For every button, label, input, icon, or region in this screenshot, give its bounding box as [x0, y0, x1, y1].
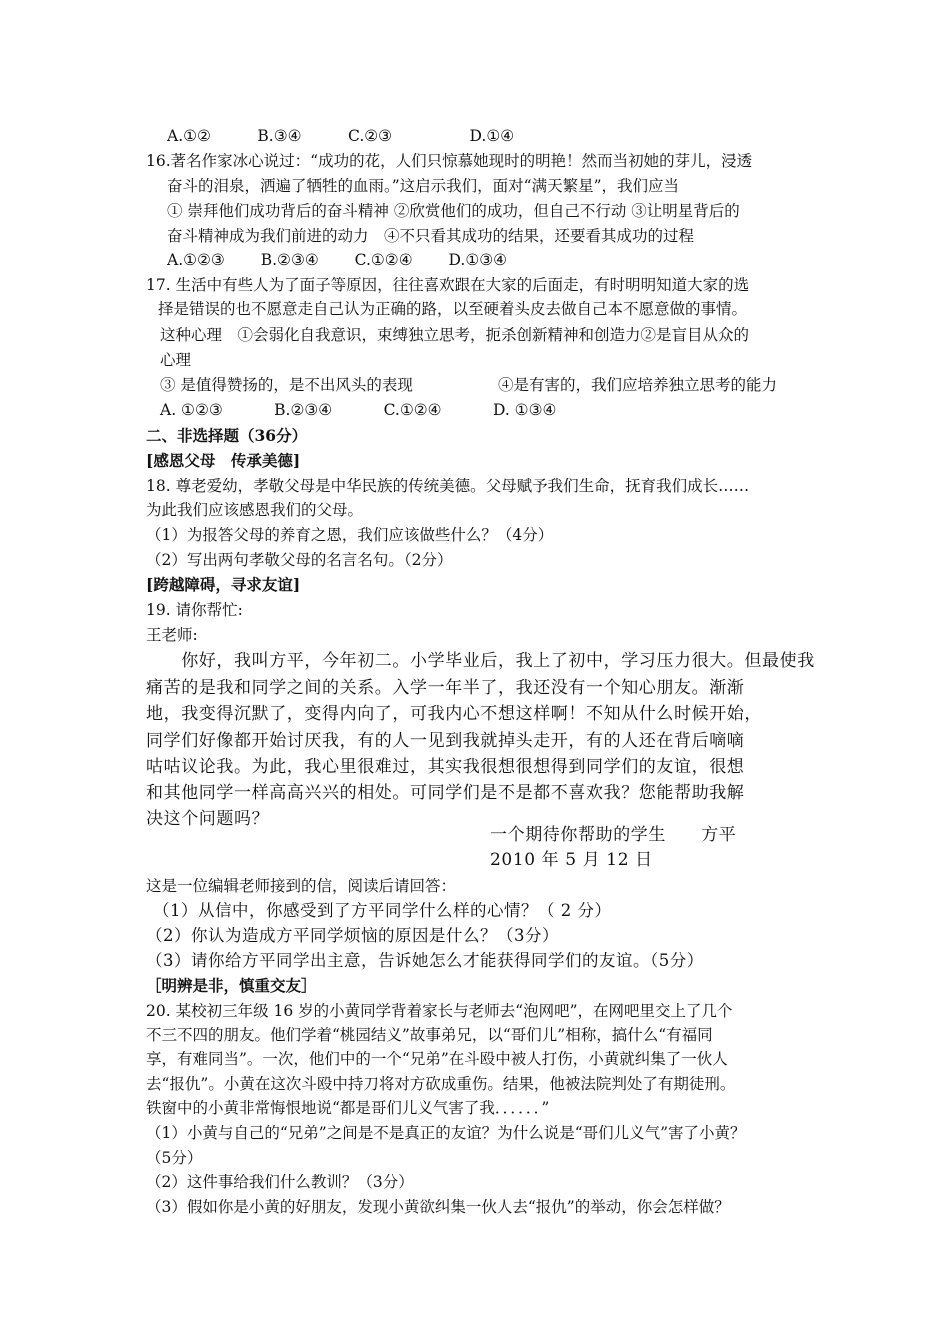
q16-options: A.①②③ B.②③④ C.①②④ D.①③④ [167, 251, 508, 269]
q17-stem-line-2: 择是错误的也不愿意走自己认为正确的路，以至硬着头皮去做自己本不愿意做的事情。 [158, 300, 748, 318]
theme-heading-gratitude: [感恩父母 传承美德] [146, 451, 301, 470]
letter-line: 和其他同学一样高高兴兴的相处。可同学们是不是都不喜欢我？您能帮助我解 [146, 783, 745, 803]
letter-line: 你好，我叫方平，今年初二。小学毕业后，我上了初中，学习压力很大。但最使我 [146, 651, 815, 671]
q20-stem-line-5: 铁窗中的小黄非常悔恨地说“都是哥们儿义气害了我．．．．．．” [146, 1099, 550, 1117]
q18-stem-line-2: 为此我们应该感恩我们的父母。 [146, 501, 364, 519]
q19-sub-question-2: （2）你认为造成方平同学烦恼的原因是什么？（3分） [146, 926, 559, 945]
q16-statement-line-2: 奋斗精神成为我们前进的动力 ④不只看其成功的结果，还要看其成功的过程 [167, 227, 695, 245]
letter-line: 地，我变得沉默了，变得内向了，可我内心不想这样啊！不知从什么时候开始， [146, 704, 762, 724]
letter-date: 2010 年 5 月 12 日 [490, 850, 653, 870]
q19-sub-question-1: （1）从信中，你感受到了方平同学什么样的心情？（ 2 分） [153, 901, 612, 920]
letter-line: 咕咕议论我。为此，我心里很难过，其实我很想很想得到同学们的友谊，很想 [146, 757, 745, 777]
q16-statement-line-1: ① 崇拜他们成功背后的奋斗精神 ②欣赏他们的成功，但自己不行动 ③让明星背后的 [167, 202, 740, 220]
q17-statement-line-2: 心理 [160, 351, 192, 369]
q20-stem-line-4: 去“报仇”。小黄在这次斗殴中持刀将对方砍成重伤。结果，他被法院判处了有期徒刑。 [146, 1075, 736, 1093]
q17-stem-line-1: 17. 生活中有些人为了面子等原因，往往喜欢跟在大家的后面走，有时明明知道大家的选 [146, 276, 750, 294]
q18-stem-line-1: 18. 尊老爱幼，孝敬父母是中华民族的传统美德。父母赋予我们生命，抚育我们成长…… [146, 477, 750, 495]
q20-sub-question-2: （2）这件事给我们什么教训？（3分） [146, 1173, 414, 1191]
q18-sub-question-2: （2）写出两句孝敬父母的名言名句。（2分） [146, 551, 453, 569]
q20-stem-line-3: 享，有难同当”。一次，他们中的一个“兄弟”在斗殴中被人打伤，小黄就纠集了一伙人 [146, 1050, 728, 1068]
letter-salutation: 王老师: [146, 626, 198, 644]
q19-prompt: 这是一位编辑老师接到的信，阅读后请回答： [146, 877, 457, 895]
letter-line: 同学们好像都开始讨厌我，有的人一见到我就掉头走开，有的人还在背后嘀嘀 [146, 731, 745, 751]
q19-sub-question-3: （3）请你给方平同学出主意，告诉她怎么才能获得同学们的友谊。（5分） [146, 951, 704, 970]
section-title-non-choice: 二、非选择题（36分） [146, 426, 308, 445]
q20-sub-question-1: （1）小黄与自己的“兄弟”之间是不是真正的友谊？为什么说是“哥们儿义气”害了小黄？ [146, 1124, 746, 1142]
letter-line: 痛苦的是我和同学之间的关系。入学一年半了，我还没有一个知心朋友。渐渐 [146, 678, 745, 698]
q20-sub-question-1-score: （5分） [146, 1149, 203, 1167]
q20-sub-question-3: （3）假如你是小黄的好朋友，发现小黄欲纠集一伙人去“报仇”的举动，你会怎样做？ [146, 1198, 730, 1216]
q20-stem-line-2: 不三不四的朋友。他们学着“桃园结义”故事弟兄，以“哥们儿”相称，搞什么“有福同 [146, 1026, 713, 1044]
theme-heading-friendship: [跨越障碍，寻求友谊] [146, 575, 301, 594]
q15-options: A.①② B.③④ C.②③ D.①④ [167, 127, 515, 145]
q18-sub-question-1: （1）为报答父母的养育之恩，我们应该做些什么？（4分） [146, 526, 554, 544]
q16-stem-line-1: 16.著名作家冰心说过：“成功的花，人们只惊慕她现时的明艳！然而当初她的芽儿，浸透 [146, 152, 753, 170]
q17-options: A. ①②③ B.②③④ C.①②④ D. ①③④ [160, 401, 557, 419]
letter-signature: 一个期待你帮助的学生 方平 [490, 825, 737, 845]
q17-statement-4: ④是有害的，我们应培养独立思考的能力 [498, 376, 778, 394]
theme-heading-choose-friends: ［明辨是非，慎重交友］ [146, 976, 317, 995]
q16-stem-line-2: 奋斗的泪泉，洒遍了牺牲的血雨。”这启示我们，面对“满天繁星”，我们应当 [167, 177, 680, 195]
q17-statement-line-1: 这种心理 ①会弱化自我意识，束缚独立思考，扼杀创新精神和创造力②是盲目从众的 [160, 326, 750, 344]
q19-intro: 19. 请你帮忙: [146, 601, 243, 619]
q17-statement-3: ③ 是值得赞扬的，是不出风头的表现 [160, 376, 413, 394]
letter-line: 决这个问题吗？ [146, 809, 270, 829]
q20-stem-line-1: 20. 某校初三年级 16 岁的小黄同学背着家长与老师去“泡网吧”，在网吧里交上了几个 [146, 1002, 733, 1020]
